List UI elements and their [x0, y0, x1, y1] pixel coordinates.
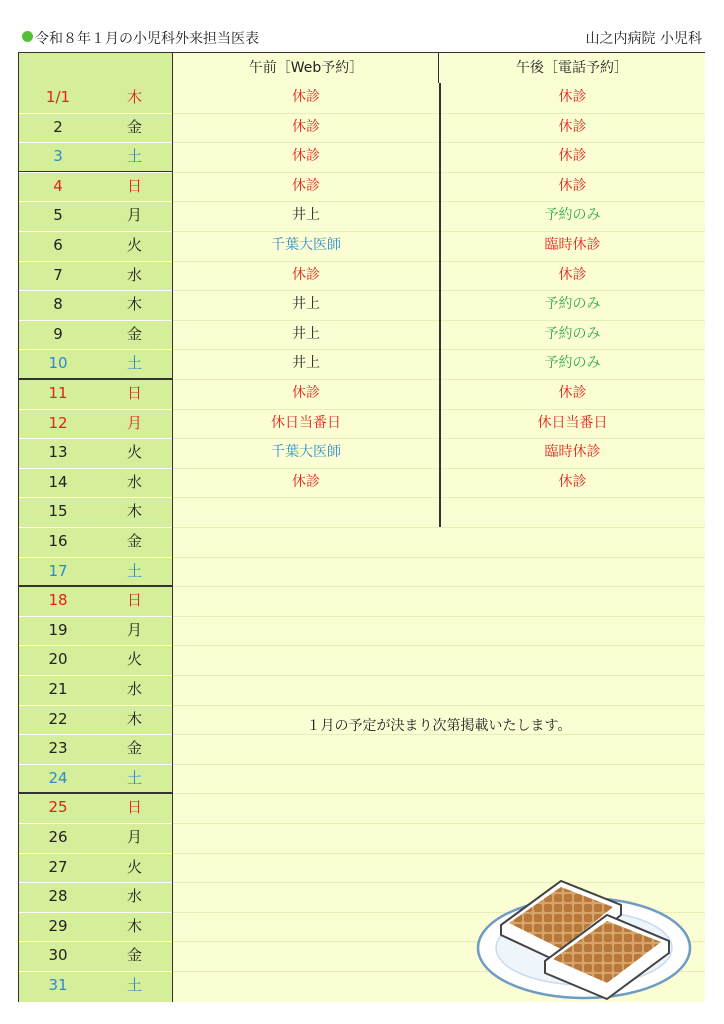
am-doctor-cell: 休診: [292, 473, 320, 490]
am-doctor-cell: 千葉大医師: [271, 444, 341, 461]
pm-status-cell: 予約のみ: [544, 355, 601, 372]
pm-status-cell: 予約のみ: [544, 296, 601, 313]
date-cell: 9: [53, 324, 63, 343]
date-cell: 21: [48, 680, 68, 698]
date-cell: 20: [48, 650, 68, 669]
weekday-cell: 水: [126, 472, 142, 491]
weekday-cell: 月: [126, 413, 142, 432]
date-cell: 15: [48, 502, 68, 521]
date-cell: 30: [48, 946, 68, 965]
date-cell: 18: [48, 591, 68, 610]
am-doctor-cell: 井上: [292, 207, 320, 224]
weekday-cell: 火: [126, 857, 142, 876]
date-cell: 12: [48, 413, 68, 432]
weekday-cell: 日: [126, 176, 142, 195]
am-doctor-cell: 井上: [292, 355, 320, 372]
weekday-cell: 木: [126, 502, 142, 521]
date-cell: 4: [53, 176, 63, 195]
weekday-cell: 月: [126, 620, 142, 639]
weekday-cell: 金: [126, 532, 142, 550]
pm-status-cell: 休診: [558, 473, 587, 490]
pm-status-cell: 休診: [558, 385, 587, 401]
weekday-cell: 月: [126, 828, 142, 846]
weekday-cell: 水: [126, 680, 142, 698]
weekday-cell: 土: [126, 768, 142, 787]
weekday-cell: 火: [126, 650, 142, 669]
kagami-mochi-plate-icon: [473, 853, 695, 1003]
weekday-cell: 金: [126, 324, 142, 343]
row-divider: [173, 586, 705, 587]
am-doctor-cell: 井上: [292, 325, 320, 342]
am-doctor-cell: 休日当番日: [271, 414, 341, 431]
date-cell: 27: [48, 857, 68, 876]
weekday-cell: 火: [126, 236, 142, 254]
weekday-cell: 日: [126, 591, 142, 610]
pm-status-cell: 休診: [558, 118, 587, 135]
table-header: [19, 53, 704, 84]
am-doctor-cell: 休診: [292, 385, 320, 401]
row-divider: [173, 675, 705, 676]
date-cell: 13: [48, 443, 68, 462]
weekday-cell: 土: [126, 976, 142, 994]
am-doctor-cell: 休診: [292, 89, 320, 105]
weekday-cell: 木: [126, 295, 142, 314]
pm-status-cell: 臨時休診: [544, 237, 601, 253]
date-cell: 10: [48, 354, 68, 373]
am-doctor-cell: 井上: [292, 296, 320, 313]
date-cell: 1/1: [45, 88, 71, 106]
am-doctor-cell: 休診: [292, 148, 320, 165]
green-dot-icon: [22, 31, 33, 42]
schedule-title: 令和８年１月の小児科外来担当医表: [35, 31, 259, 47]
row-divider: [173, 823, 705, 824]
row-divider: [173, 764, 705, 765]
date-cell: 7: [53, 265, 63, 284]
date-cell: 14: [48, 472, 68, 491]
weekday-cell: 火: [126, 443, 142, 462]
date-cell: 11: [48, 384, 68, 402]
row-divider: [173, 793, 705, 794]
weekday-cell: 月: [126, 206, 142, 225]
weekday-cell: 金: [126, 117, 142, 136]
header-blank-cell: [19, 53, 172, 83]
column-header-am: 午前［Web予約］: [172, 53, 439, 83]
am-doctor-cell: 休診: [292, 177, 320, 194]
pm-status-cell: 休日当番日: [537, 414, 608, 431]
hospital-name: 山之内病院 小児科: [585, 31, 702, 47]
am-doctor-cell: 千葉大医師: [271, 237, 341, 253]
pm-status-cell: 臨時休診: [544, 444, 601, 461]
date-cell: 23: [48, 739, 68, 758]
weekday-cell: 土: [126, 561, 142, 580]
am-doctor-cell: 休診: [292, 118, 320, 135]
date-cell: 29: [48, 916, 68, 935]
weekday-cell: 日: [126, 384, 142, 402]
date-column: [19, 83, 172, 1002]
pm-status-cell: 予約のみ: [544, 207, 601, 224]
weekday-cell: 木: [126, 709, 142, 728]
schedule-body: [172, 83, 705, 1002]
pm-status-cell: 予約のみ: [544, 325, 601, 342]
pm-status-cell: 休診: [558, 89, 587, 105]
row-divider: [173, 705, 705, 706]
weekday-cell: 木: [126, 88, 142, 106]
pm-status-cell: 休診: [558, 148, 587, 165]
page-header: [22, 28, 702, 48]
row-divider: [173, 557, 705, 558]
row-divider: [173, 527, 705, 528]
row-divider: [173, 616, 705, 617]
date-cell: 26: [48, 828, 68, 846]
pm-status-cell: 休診: [558, 266, 587, 283]
date-cell: 25: [48, 798, 68, 817]
weekday-cell: 土: [126, 147, 142, 166]
row-divider: [173, 645, 705, 646]
schedule-table: [18, 52, 705, 1002]
weekday-cell: 金: [126, 739, 142, 758]
date-cell: 3: [53, 147, 63, 166]
date-cell: 16: [48, 532, 68, 550]
date-cell: 24: [48, 768, 68, 787]
weekday-cell: 水: [126, 265, 142, 284]
pm-status-cell: 休診: [558, 177, 587, 194]
date-cell: 17: [48, 561, 68, 580]
column-header-pm: 午後［電話予約］: [438, 53, 705, 83]
date-cell: 8: [53, 295, 63, 314]
date-cell: 5: [53, 206, 63, 225]
date-cell: 28: [48, 887, 68, 906]
pending-note: １月の予定が決まり次第掲載いたします。: [306, 718, 572, 734]
date-cell: 19: [48, 620, 68, 639]
weekday-cell: 日: [126, 798, 142, 817]
date-cell: 6: [53, 236, 63, 254]
weekday-cell: 土: [126, 354, 142, 373]
am-doctor-cell: 休診: [292, 266, 320, 283]
weekday-cell: 金: [126, 946, 142, 965]
date-cell: 31: [48, 976, 68, 994]
date-cell: 2: [53, 117, 63, 136]
date-cell: 22: [48, 709, 68, 728]
weekday-cell: 水: [126, 887, 142, 906]
weekday-cell: 木: [126, 916, 142, 935]
